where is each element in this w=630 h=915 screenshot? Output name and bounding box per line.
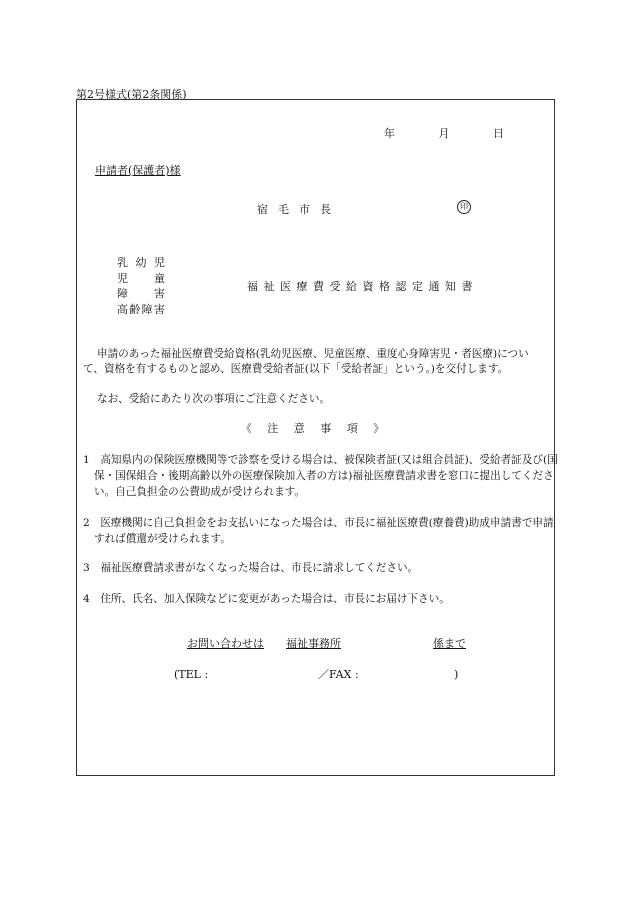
date-year: 年 [384, 127, 395, 140]
type-elderly-disability: 高齢障害 [117, 302, 165, 316]
caution-heading: 《 注 意 事 項 》 [240, 422, 391, 435]
date-month: 月 [438, 127, 450, 140]
document-frame [76, 99, 558, 776]
tel-fax-line [174, 666, 458, 682]
caution-item-4: 4 住所、氏名、加入保険などに変更があった場合は、市長にお届け下さい。 [83, 593, 450, 605]
form-number: 第2号様式(第2条関係) [76, 88, 187, 101]
contact-office: 福祉事務所 [286, 637, 341, 650]
fax-label: ／FAX : [318, 668, 359, 681]
issuer: 宿毛市長 [257, 203, 341, 216]
date-day: 日 [493, 127, 504, 140]
type-disability: 障害 [117, 287, 165, 300]
type-infant: 乳幼児 [117, 256, 165, 269]
applicant-name: 申請者(保護者)様 [95, 164, 181, 177]
contact-suffix: 係まで [433, 637, 466, 650]
caution-item-1: 1 高知県内の保険医療機関等で診察を受ける場合は、被保険者証(又は組合員証)、受給者証及び(国保・国保組合・後期高齢以外の医療保険加入者の方は)福祉医療費請求書を窓口に提出してください。自己負担金の公費助成が受けられます。 [83, 454, 558, 498]
contact-line [187, 635, 488, 651]
document-title: 福祉医療費受給資格認定通知書 [247, 280, 478, 293]
date-line [362, 125, 504, 141]
paragraph-notice: 申請のあった福祉医療費受給資格(乳幼児医療、児童医療、重度心身障害児・者医療)について、資格を有するものと認め、医療費受給者証(以下「受給者証」という。)を交付します。 [83, 348, 529, 375]
type-child: 児童 [117, 271, 165, 285]
paragraph-caution-intro: なお、受給にあたり次の事項にご注意ください。 [97, 393, 331, 405]
contact-prefix: お問い合わせは [187, 637, 264, 650]
medical-type-list [117, 255, 165, 317]
tel-close: ) [454, 668, 459, 681]
tel-label: (TEL : [174, 668, 209, 681]
seal-icon: 印 [457, 200, 471, 214]
caution-item-3: 3 福祉医療費請求書がなくなった場合は、市長に請求してください。 [83, 562, 419, 574]
caution-item-2: 2 医療機関に自己負担金をお支払いになった場合は、市長に福祉医療費(療養費)助成申請書で申請すれば償還が受けられます。 [83, 517, 554, 545]
